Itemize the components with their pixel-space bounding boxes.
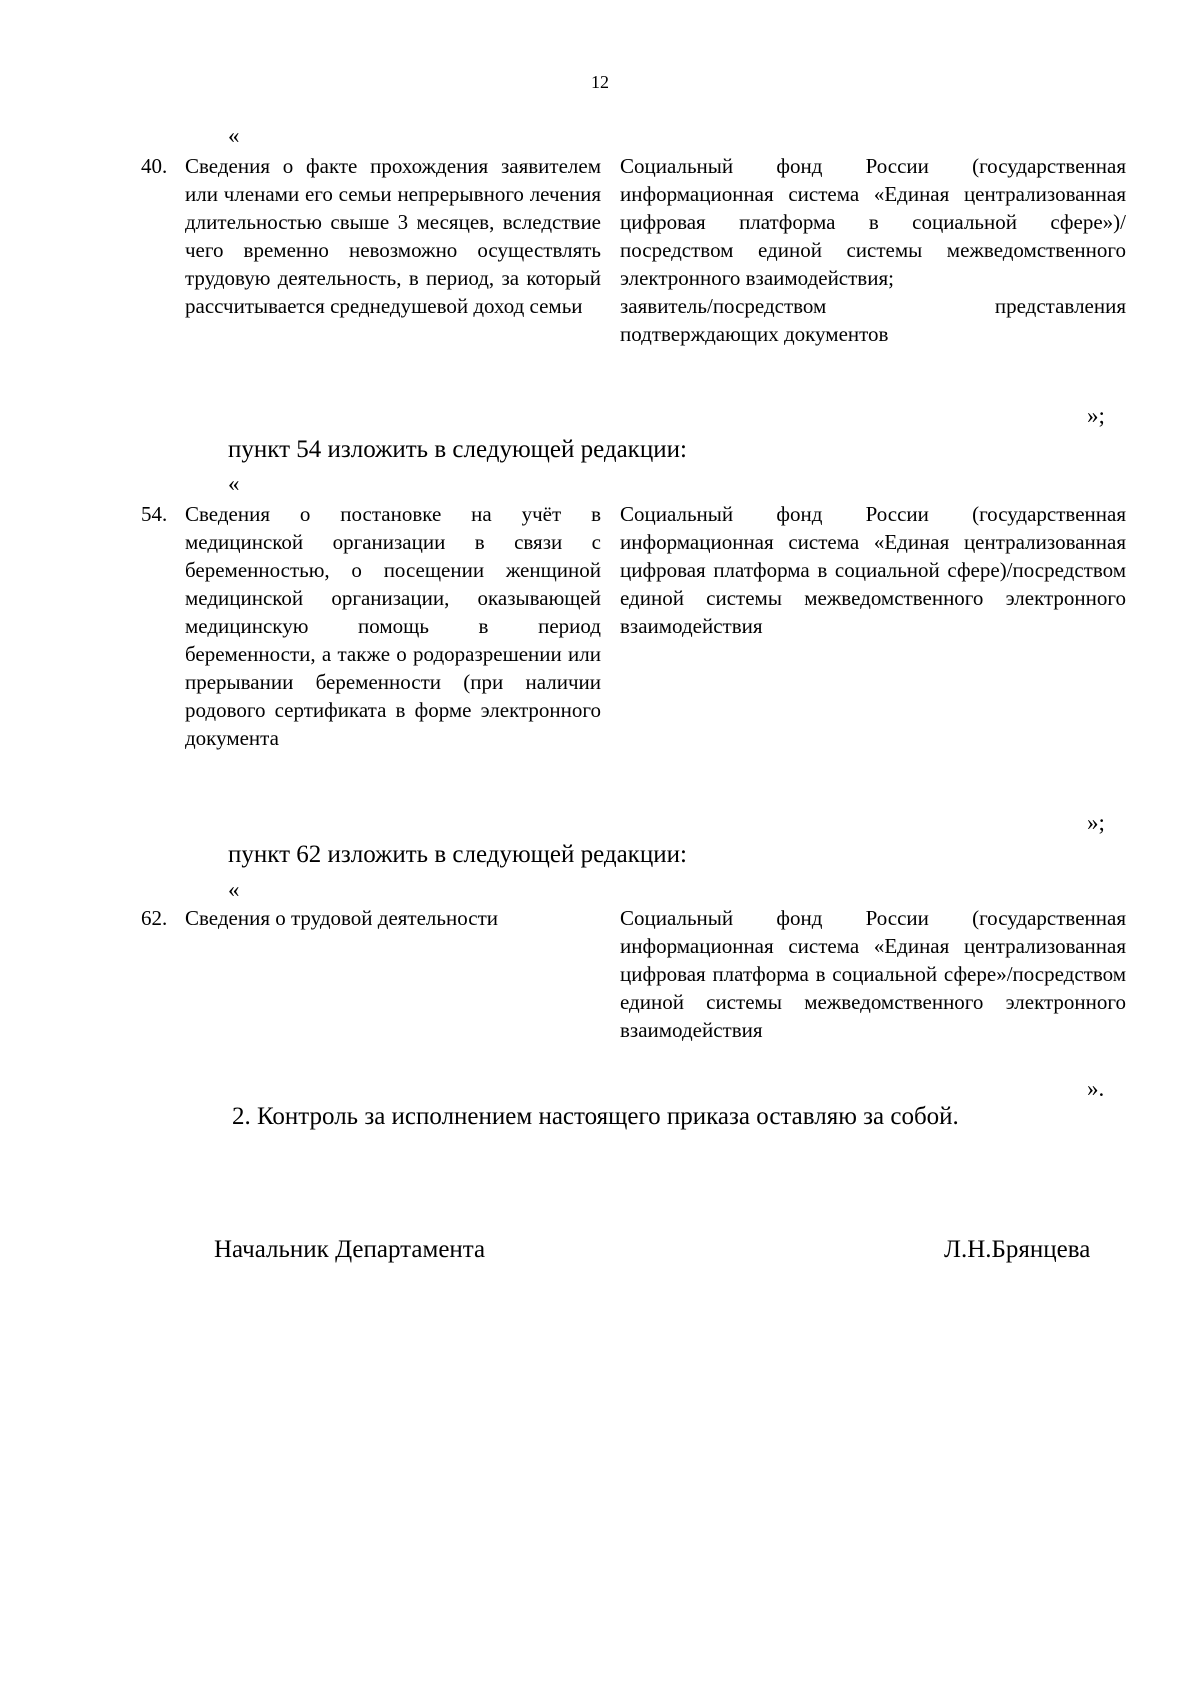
entry-number: 54. xyxy=(141,502,168,526)
entry-source-line: заявитель/посредством представления подтверждающих документов xyxy=(620,294,1126,346)
section-heading: пункт 54 изложить в следующей редакции: xyxy=(228,436,687,463)
entry-number: 62. xyxy=(141,906,168,930)
entry-source xyxy=(620,904,1126,1044)
closing-quote: »; xyxy=(1087,403,1105,428)
closing-quote: »; xyxy=(1087,810,1105,835)
entry-source xyxy=(620,152,1126,348)
entry-source-line: Социальный фонд России (государственная информационная система «Единая централизованная цифровая платформа в социальной сфере)/посредством единой системы межведомственного электронного взаимодействия xyxy=(620,502,1126,638)
open-quote: « xyxy=(228,877,240,902)
control-clause: 2. Контроль за исполнением настоящего приказа оставляю за собой. xyxy=(232,1103,959,1130)
entry-description: Сведения о трудовой деятельности xyxy=(185,906,498,930)
page-number: 12 xyxy=(591,72,609,92)
open-quote: « xyxy=(228,123,240,148)
section-heading: пункт 62 изложить в следующей редакции: xyxy=(228,841,687,868)
entry-source-line: Социальный фонд России (государственная информационная система «Единая централизованная цифровая платформа в социальной сфере»)/посредством единой системы межведомственного электронного взаимодействия; xyxy=(620,154,1126,290)
entry-description: Сведения о постановке на учёт в медицинской организации в связи с беременностью, о посещении женщиной медицинской организации, оказывающей медицинскую помощь в период беременности, а также о родоразрешении или прерывании беременности (при наличии родового сертификата в форме электронного документа xyxy=(185,502,601,750)
entry-number: 40. xyxy=(141,154,168,178)
signature-name: Л.Н.Брянцева xyxy=(944,1236,1091,1263)
closing-quote: ». xyxy=(1087,1076,1105,1101)
entry-source-line: Социальный фонд России (государственная информационная система «Единая централизованная цифровая платформа в социальной сфере»/посредством единой системы межведомственного электронного взаимодействия xyxy=(620,906,1126,1042)
open-quote: « xyxy=(228,471,240,496)
entry-source xyxy=(620,500,1126,640)
entry-description: Сведения о факте прохождения заявителем или членами его семьи непрерывного лечения длительностью свыше 3 месяцев, вследствие чего временно невозможно осуществлять трудовую деятельность, в период, за который рассчитывается среднедушевой доход семьи xyxy=(185,154,601,318)
signature-position: Начальник Департамента xyxy=(214,1236,486,1263)
